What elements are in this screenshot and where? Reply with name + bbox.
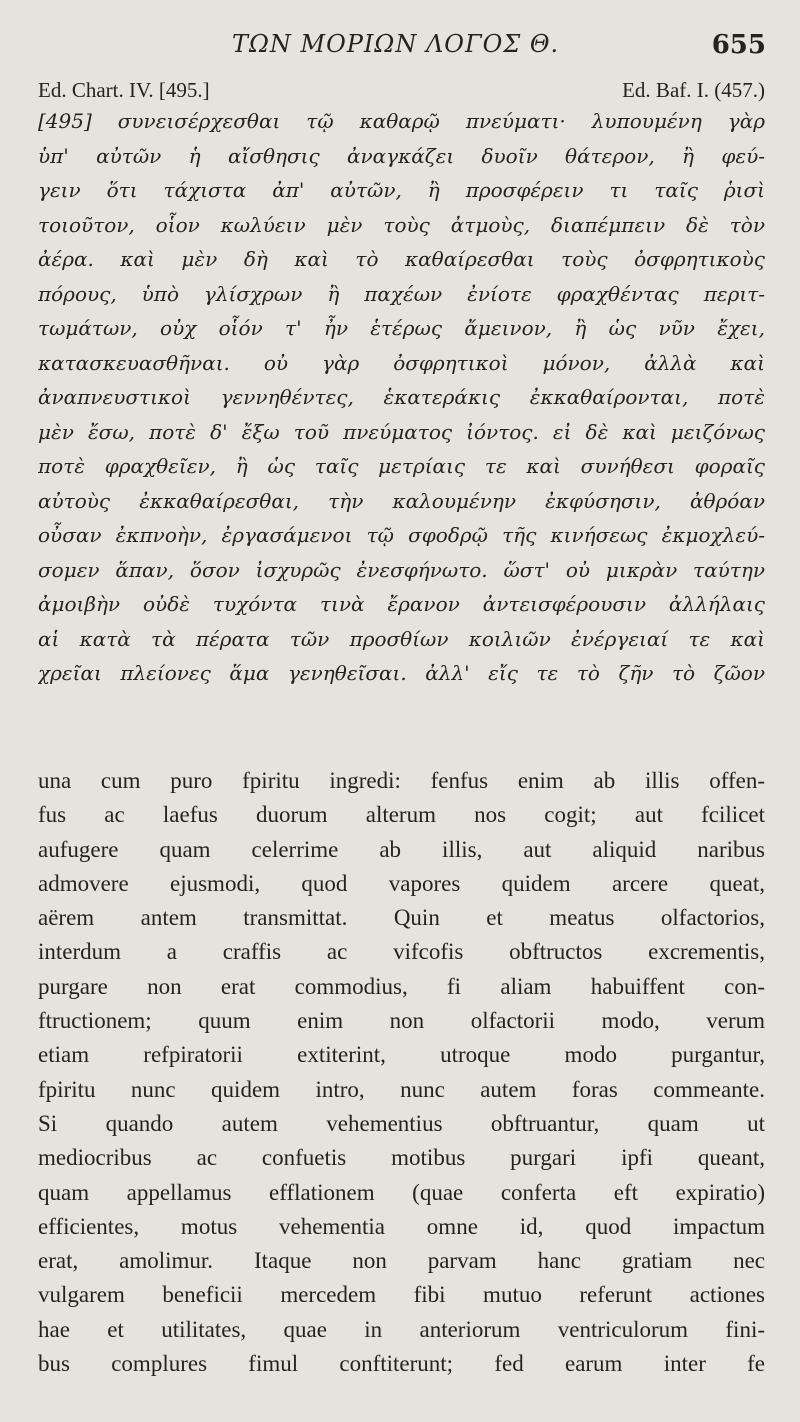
greek-line: τωμάτων, οὐχ οἷόν τ' ἦν ἑτέρως ἄμεινον, ἢ ὡς νῦν ἔχει, — [38, 316, 765, 340]
latin-line: una cum puro fpiritu ingredi: fenfus enim ab illis offen- — [38, 768, 765, 793]
latin-line: admovere ejusmodi, quod vapores quidem arcere queat, — [38, 870, 765, 896]
latin-line: aufugere quam celerrime ab illis, aut aliquid naribus — [38, 836, 765, 862]
greek-line: ἀέρα. καὶ μὲν δὴ καὶ τὸ καθαίρεσθαι τοὺς ὀσφρητικοὺς — [38, 247, 765, 271]
greek-text-block — [38, 104, 765, 691]
greek-line: οὖσαν ἐκπνοὴν, ἐργασάμενοι τῷ σφοδρῷ τῆς κινήσεως ἐκμοχλεύ- — [38, 523, 765, 547]
latin-line: Si quando autem vehementius obftruantur, quam ut — [38, 1110, 765, 1136]
edition-reference-basel: Ed. Baf. I. (457.) — [622, 78, 765, 102]
latin-text-block — [38, 764, 765, 1381]
running-title: ΤΩΝ ΜΟΡΙΩΝ ΛΟΓΟΣ Θ. — [232, 30, 560, 58]
edition-reference-chart: Ed. Chart. IV. [495.] — [38, 78, 210, 102]
latin-line: fus ac laefus duorum alterum nos cogit; aut fcilicet — [38, 802, 765, 828]
greek-line: σομεν ἅπαν, ὅσον ἰσχυρῶς ἐνεσφήνωτο. ὥστ' οὐ μικρὰν ταύτην — [38, 557, 765, 582]
greek-line: γειν ὅτι τάχιστα ἀπ' αὐτῶν, ἢ προσφέρειν τι ταῖς ῥισὶ — [38, 178, 765, 202]
latin-line: aërem antem transmittat. Quin et meatus olfactorios, — [38, 905, 765, 931]
greek-line: ἀμοιβὴν οὐδὲ τυχόντα τινὰ ἔρανον ἀντεισφέρουσιν ἀλλήλαις — [38, 592, 765, 616]
latin-line: bus complures fimul conftiterunt; fed earum inter fe — [38, 1351, 765, 1377]
greek-line: πόρους, ὑπὸ γλίσχρων ἢ παχέων ἐνίοτε φραχθέντας περιτ- — [38, 281, 765, 306]
latin-line: mediocribus ac confuetis motibus purgari ipfi queant, — [38, 1145, 765, 1171]
latin-line: quam appellamus efflationem (quae conferta eft expiratio) — [38, 1179, 765, 1205]
greek-line: [495] συνεισέρχεσθαι τῷ καθαρῷ πνεύματι· λυπουμένη γὰρ — [38, 109, 765, 133]
latin-line: vulgarem beneficii mercedem fibi mutuo referunt actiones — [38, 1282, 765, 1308]
greek-line: αἱ κατὰ τὰ πέρατα τῶν προσθίων κοιλιῶν ἐνέργειαί τε καὶ — [38, 626, 765, 651]
latin-line: hae et utilitates, quae in anteriorum ventriculorum fini- — [38, 1316, 765, 1342]
running-head — [0, 30, 800, 64]
latin-line: erat, amolimur. Itaque non parvam hanc gratiam nec — [38, 1248, 765, 1274]
greek-line: αὐτοὺς ἐκκαθαίρεσθαι, τὴν καλουμένην ἐκφύσησιν, ἀθρόαν — [38, 488, 765, 513]
latin-line: etiam refpiratorii extiterint, utroque modo purgantur, — [38, 1042, 765, 1068]
greek-line: μὲν ἔσω, ποτὲ δ' ἔξω τοῦ πνεύματος ἰόντος. εἰ δὲ καὶ μειζόνως — [38, 419, 765, 444]
greek-line: χρεῖαι πλείονες ἅμα γενηθεῖσαι. ἀλλ' εἴς τε τὸ ζῆν τὸ ζῶον — [38, 661, 765, 685]
edition-references — [38, 78, 765, 104]
latin-line: purgare non erat commodius, fi aliam habuiffent con- — [38, 973, 765, 999]
latin-line: interdum a craffis ac vifcofis obftructos excrementis, — [38, 939, 765, 965]
greek-line: ἀναπνευστικοὶ γεννηθέντες, ἑκατεράκις ἐκκαθαίρονται, ποτὲ — [38, 385, 765, 409]
greek-line: κατασκευασθῆναι. οὐ γὰρ ὀσφρητικοὶ μόνον, ἀλλὰ καὶ — [38, 350, 765, 375]
latin-line: efficientes, motus vehementia omne id, quod impactum — [38, 1213, 765, 1239]
greek-line: ὑπ' αὐτῶν ἡ αἴσθησις ἀναγκάζει δυοῖν θάτερον, ἢ φεύ- — [38, 143, 765, 168]
greek-line: ποτὲ φραχθεῖεν, ἢ ὡς ταῖς μετρίαις τε καὶ συνήθεσι φοραῖς — [38, 454, 765, 478]
latin-line: ftructionem; quum enim non olfactorii modo, verum — [38, 1008, 765, 1034]
page-number: 655 — [711, 30, 766, 60]
greek-line: τοιοῦτον, οἷον κωλύειν μὲν τοὺς ἀτμοὺς, διαπέμπειν δὲ τὸν — [38, 212, 765, 237]
latin-line: fpiritu nunc quidem intro, nunc autem foras commeante. — [38, 1076, 765, 1102]
